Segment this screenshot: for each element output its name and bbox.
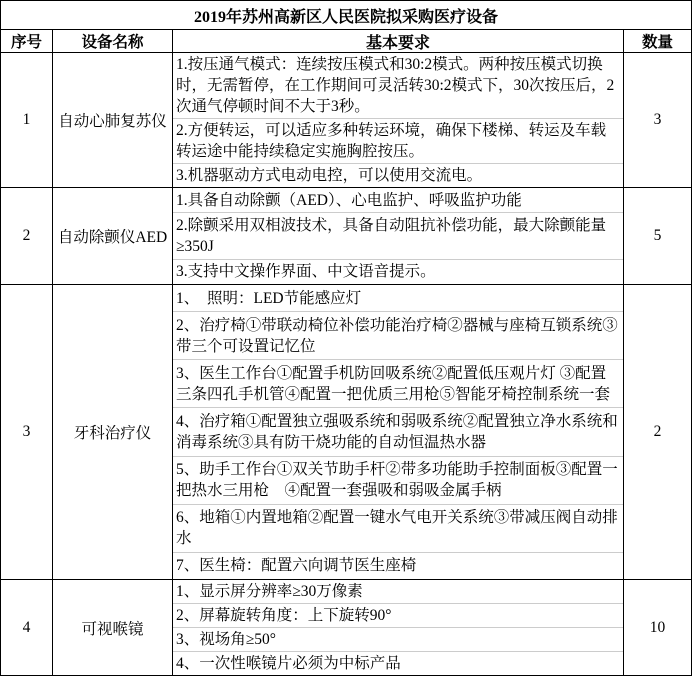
requirements-cell: [173, 53, 624, 187]
requirement-item: [173, 212, 623, 258]
device-name-cell: 自动心肺复苏仪: [53, 53, 173, 187]
requirement-text: 4、治疗箱①配置独立强吸系统和弱吸系统②配置独立净水系统和消毒系统③具有防干烧功能的自动恒温热水器: [176, 412, 618, 451]
device-name-cell: 牙科治疗仪: [53, 285, 173, 579]
header-quantity: 数量: [641, 34, 673, 51]
row-index-cell: 4: [1, 580, 53, 675]
requirement-text: 1、显示屏分辨率≥30万像素: [176, 583, 363, 600]
requirement-text: 3.支持中文操作界面、中文语音提示。: [176, 263, 436, 281]
requirement-text: 1.具备自动除颤（AED）、心电监护、呼吸监护功能: [176, 191, 522, 209]
requirement-item: [173, 603, 623, 627]
header-index: 序号: [1, 30, 53, 52]
device-name-cell: 自动除颤仪AED: [53, 188, 173, 284]
requirement-item: [173, 552, 623, 579]
requirement-item: [173, 651, 623, 675]
requirement-item: [173, 259, 623, 284]
row-index-cell: 2: [1, 188, 53, 284]
quantity-cell: 5: [653, 227, 662, 244]
requirement-text: 5、助手工作台①双关节助手杆②带多功能助手控制面板③配置一把热水三用枪 ④配置一套强吸和弱吸金属手柄: [176, 461, 618, 500]
requirement-text: 2.方便转运，可以适应多种转运环境，确保下楼梯、转运及车载转运途中能持续稳定实施胸腔按压。: [176, 122, 607, 160]
row-index-cell: 1: [1, 53, 53, 187]
table-row: [1, 53, 691, 188]
requirement-item: [173, 456, 623, 504]
requirement-text: 1.按压通气模式：连续按压模式和30:2模式。两种按压模式切换时，无需暂停，在工作期间可灵活转30:2模式下，30次按压后，2次通气停顿时间不大于3秒。: [176, 56, 615, 115]
requirement-item: [173, 311, 623, 359]
requirement-text: 4、一次性喉镜片必须为中标产品: [176, 655, 401, 672]
table-header-row: [1, 30, 691, 53]
requirement-text: 6、地箱①内置地箱②配置一键水气电开关系统③带减压阀自动排水: [176, 509, 618, 548]
row-index-cell: 3: [1, 285, 53, 579]
requirement-text: 2.除颤采用双相波技术，具备自动阻抗补偿功能，最大除颤能量≥350J: [176, 216, 607, 255]
requirement-text: 1、 照明：LED节能感应灯: [176, 289, 362, 307]
requirement-item: [173, 118, 623, 163]
requirement-text: 3、医生工作台①配置手机防回吸系统②配置低压观片灯 ③配置三条四孔手机管④配置一把优质三用枪⑤智能牙椅控制系统一套: [176, 364, 611, 403]
requirement-item: [173, 188, 623, 212]
requirement-item: [173, 580, 623, 603]
requirement-text: 3.机器驱动方式电动电控，可以使用交流电。: [176, 167, 483, 184]
table-row: [1, 285, 691, 580]
requirements-cell: [173, 580, 624, 675]
table-row: [1, 580, 691, 675]
requirement-text: 7、医生椅：配置六向调节医生座椅: [176, 557, 417, 575]
header-requirements: 基本要求: [173, 30, 624, 52]
requirement-text: 2、治疗椅①带联动椅位补偿功能治疗椅②器械与座椅互锁系统③带三个可设置记忆位: [176, 316, 618, 355]
requirement-item: [173, 504, 623, 552]
requirement-item: [173, 359, 623, 407]
requirement-item: [173, 407, 623, 455]
requirement-item: [173, 285, 623, 311]
requirement-item: [173, 163, 623, 187]
requirement-text: 2、屏幕旋转角度：上下旋转90°: [176, 607, 392, 624]
requirements-cell: [173, 285, 624, 579]
document-title: 2019年苏州高新区人民医院拟采购医疗设备: [1, 1, 691, 30]
requirement-item: [173, 53, 623, 118]
device-name-cell: 可视喉镜: [53, 580, 173, 675]
requirement-item: [173, 627, 623, 651]
quantity-cell: 10: [649, 618, 666, 636]
requirements-cell: [173, 188, 624, 284]
requirement-text: 3、视场角≥50°: [176, 631, 276, 648]
quantity-cell: 3: [653, 111, 662, 128]
quantity-cell: 2: [653, 423, 662, 440]
table-row: [1, 188, 691, 285]
header-device-name: 设备名称: [53, 30, 173, 52]
